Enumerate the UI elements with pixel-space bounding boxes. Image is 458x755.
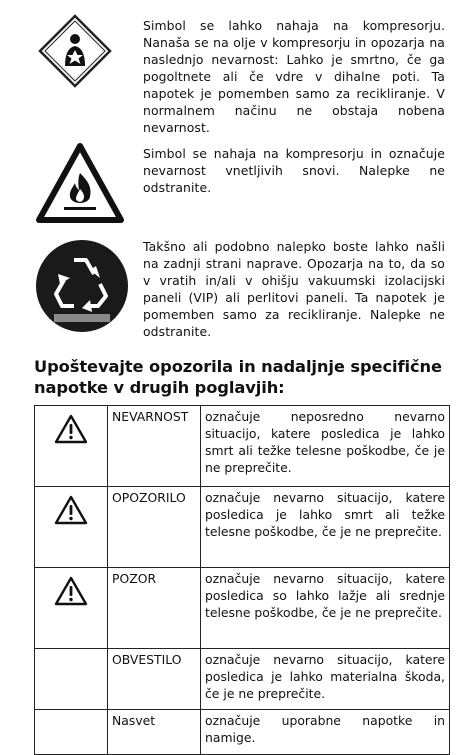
icon-cell — [35, 487, 108, 568]
signal-word: OBVESTILO — [108, 649, 201, 710]
symbol-recycling-text: Takšno ali podobno nalepko boste lahko našli na zadnji strani naprave. Opozarja na to, da so v vratih in/ali v ohišju vakuumski izolacijski paneli (VIP) ali perlitovi paneli. Ta napotek je pomemben samo za recikliranje. Nalepke ne odstranite. — [143, 239, 445, 339]
health-hazard-icon — [38, 14, 112, 92]
warning-levels-table — [34, 405, 450, 755]
table-row — [35, 649, 450, 710]
signal-word: POZOR — [108, 568, 201, 649]
table-row — [35, 487, 450, 568]
signal-word: NEVARNOST — [108, 406, 201, 487]
warning-triangle-icon — [54, 495, 88, 525]
signal-description: označuje neposredno nevarno situacijo, katere posledica je lahko smrt ali težke telesne poškodbe, če je ne preprečite. — [201, 406, 450, 487]
signal-description: označuje nevarno situacijo, katere posledica so lahko lažje ali srednje telesne poškodbe, če je ne preprečite. — [201, 568, 450, 649]
symbol-health-hazard-text: Simbol se lahko nahaja na kompresorju. Nanaša se na olje v kompresorju in opozarja na naslednjo nevarnost: Lahko je smrtno, če ga pogoltnete ali če vdre v dihalne poti. Ta napotek je pomemben samo za recikliranje. V normalnem načinu ne obstaja nobena nevarnost. — [143, 18, 445, 135]
section-heading: Upoštevajte opozorila in nadaljnje specifične napotke v drugih poglavjih: — [34, 357, 442, 397]
table-row — [35, 568, 450, 649]
signal-description: označuje nevarno situacijo, katere posledica je lahko materialna škoda, če je ne preprečite. — [201, 649, 450, 710]
symbol-flammable-text: Simbol se nahaja na kompresorju in označuje nevarnost vnetljivih snovi. Nalepke ne odstranite. — [143, 146, 445, 195]
icon-cell — [35, 406, 108, 487]
signal-word: OPOZORILO — [108, 487, 201, 568]
warning-triangle-icon — [54, 576, 88, 606]
table-row — [35, 406, 450, 487]
recycling-icon — [34, 238, 130, 338]
signal-word: Nasvet — [108, 710, 201, 755]
icon-cell — [35, 649, 108, 710]
signal-description: označuje uporabne napotke in namige. — [201, 710, 450, 755]
signal-description: označuje nevarno situacijo, katere posledica je lahko smrt ali težke telesne poškodbe, če je ne preprečite. — [201, 487, 450, 568]
flammable-icon — [36, 143, 124, 227]
warning-triangle-icon — [54, 414, 88, 444]
icon-cell — [35, 568, 108, 649]
